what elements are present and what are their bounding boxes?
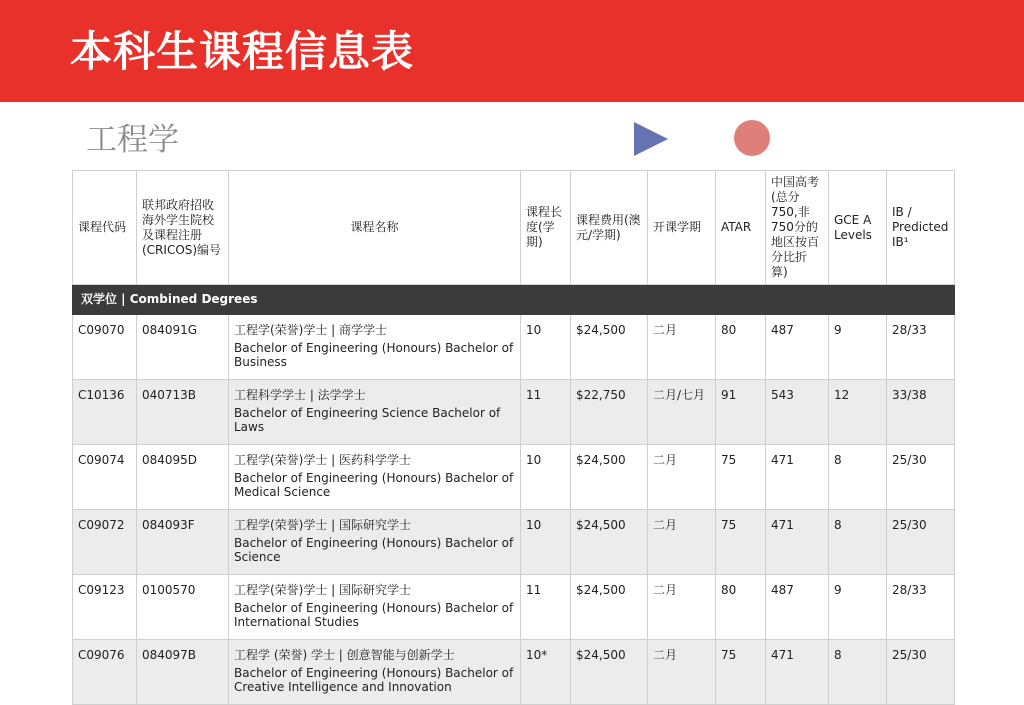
course-name-cn: 工程学(荣誉)学士 | 国际研究学士 (234, 583, 412, 597)
cell-intake: 二月 (648, 445, 716, 510)
table-row (73, 575, 955, 640)
course-name-cn: 工程学(荣誉)学士 | 商学学士 (234, 323, 388, 337)
cell-intake: 二月/七月 (648, 380, 716, 445)
table-row (73, 640, 955, 705)
cell-atar: 75 (716, 640, 766, 705)
course-name-en: Bachelor of Engineering (Honours) Bachelor of Science (234, 536, 514, 564)
cell-atar: 80 (716, 315, 766, 380)
cell-length: 10* (521, 640, 571, 705)
cell-intake: 二月 (648, 510, 716, 575)
title-banner (0, 0, 1024, 102)
header-code: 课程代码 (73, 171, 137, 285)
cell-cricos: 0100570 (137, 575, 229, 640)
cell-code: C10136 (73, 380, 137, 445)
header-ib: IB / Predicted IB¹ (887, 171, 955, 285)
cell-atar: 91 (716, 380, 766, 445)
cell-cricos: 040713B (137, 380, 229, 445)
group-row (73, 285, 955, 315)
table-row (73, 445, 955, 510)
cell-code: C09076 (73, 640, 137, 705)
header-gce: GCE A Levels (829, 171, 887, 285)
cell-fee: $22,750 (571, 380, 648, 445)
cell-cricos: 084093F (137, 510, 229, 575)
cell-gce: 8 (829, 445, 887, 510)
cell-gaokao: 543 (766, 380, 829, 445)
course-name-en: Bachelor of Engineering (Honours) Bachelor of Business (234, 341, 514, 369)
header-intake: 开课学期 (648, 171, 716, 285)
table-row (73, 380, 955, 445)
cell-gce: 9 (829, 575, 887, 640)
cell-code: C09074 (73, 445, 137, 510)
cell-gce: 8 (829, 640, 887, 705)
cell-gaokao: 471 (766, 510, 829, 575)
header-atar: ATAR (716, 171, 766, 285)
course-name-en: Bachelor of Engineering (Honours) Bachelor of Creative Intelligence and Innovation (234, 666, 514, 694)
header-name: 课程名称 (229, 171, 521, 285)
cell-intake: 二月 (648, 315, 716, 380)
circle-dot-icon[interactable] (734, 120, 770, 156)
cell-cricos: 084097B (137, 640, 229, 705)
cell-fee: $24,500 (571, 640, 648, 705)
play-triangle-icon[interactable] (632, 120, 670, 158)
table-row (73, 510, 955, 575)
cell-cricos: 084095D (137, 445, 229, 510)
cell-gaokao: 471 (766, 640, 829, 705)
cell-code: C09070 (73, 315, 137, 380)
cell-gaokao: 487 (766, 315, 829, 380)
cell-ib: 28/33 (887, 315, 955, 380)
cell-code: C09123 (73, 575, 137, 640)
cell-gaokao: 487 (766, 575, 829, 640)
header-cricos: 联邦政府招收海外学生院校及课程注册(CRICOS)编号 (137, 171, 229, 285)
header-length: 课程长度(学期) (521, 171, 571, 285)
cell-fee: $24,500 (571, 315, 648, 380)
cell-gce: 9 (829, 315, 887, 380)
header-fee: 课程费用(澳元/学期) (571, 171, 648, 285)
cell-length: 10 (521, 315, 571, 380)
cell-gaokao: 471 (766, 445, 829, 510)
course-name-cn: 工程学 (荣誉) 学士 | 创意智能与创新学士 (234, 648, 455, 662)
cell-fee: $24,500 (571, 575, 648, 640)
section-title: 工程学 (86, 122, 179, 158)
cell-cricos: 084091G (137, 315, 229, 380)
course-name-en: Bachelor of Engineering Science Bachelor of Laws (234, 406, 501, 434)
cell-ib: 25/30 (887, 640, 955, 705)
cell-length: 10 (521, 510, 571, 575)
cell-length: 11 (521, 575, 571, 640)
cell-gce: 8 (829, 510, 887, 575)
page-title: 本科生课程信息表 (70, 27, 415, 76)
cell-gce: 12 (829, 380, 887, 445)
cell-course-name (229, 575, 521, 640)
cell-course-name (229, 380, 521, 445)
cell-intake: 二月 (648, 640, 716, 705)
cell-fee: $24,500 (571, 510, 648, 575)
header-gaokao: 中国高考(总分750,非750分的地区按百分比折算) (766, 171, 829, 285)
cell-ib: 28/33 (887, 575, 955, 640)
cell-code: C09072 (73, 510, 137, 575)
course-name-cn: 工程学(荣誉)学士 | 医药科学学士 (234, 453, 412, 467)
cell-course-name (229, 315, 521, 380)
course-name-cn: 工程科学学士 | 法学学士 (234, 388, 366, 402)
cell-fee: $24,500 (571, 445, 648, 510)
cell-intake: 二月 (648, 575, 716, 640)
cell-length: 10 (521, 445, 571, 510)
table-row (73, 315, 955, 380)
cell-atar: 80 (716, 575, 766, 640)
table-header-row (73, 171, 955, 285)
cell-course-name (229, 510, 521, 575)
cell-length: 11 (521, 380, 571, 445)
course-name-en: Bachelor of Engineering (Honours) Bachelor of International Studies (234, 601, 514, 629)
course-info-table (72, 170, 955, 705)
cell-ib: 25/30 (887, 510, 955, 575)
cell-course-name (229, 445, 521, 510)
cell-course-name (229, 640, 521, 705)
cell-atar: 75 (716, 445, 766, 510)
course-name-en: Bachelor of Engineering (Honours) Bachelor of Medical Science (234, 471, 514, 499)
cell-ib: 33/38 (887, 380, 955, 445)
cell-atar: 75 (716, 510, 766, 575)
course-name-cn: 工程学(荣誉)学士 | 国际研究学士 (234, 518, 412, 532)
group-label: 双学位 | Combined Degrees (73, 285, 955, 315)
cell-ib: 25/30 (887, 445, 955, 510)
